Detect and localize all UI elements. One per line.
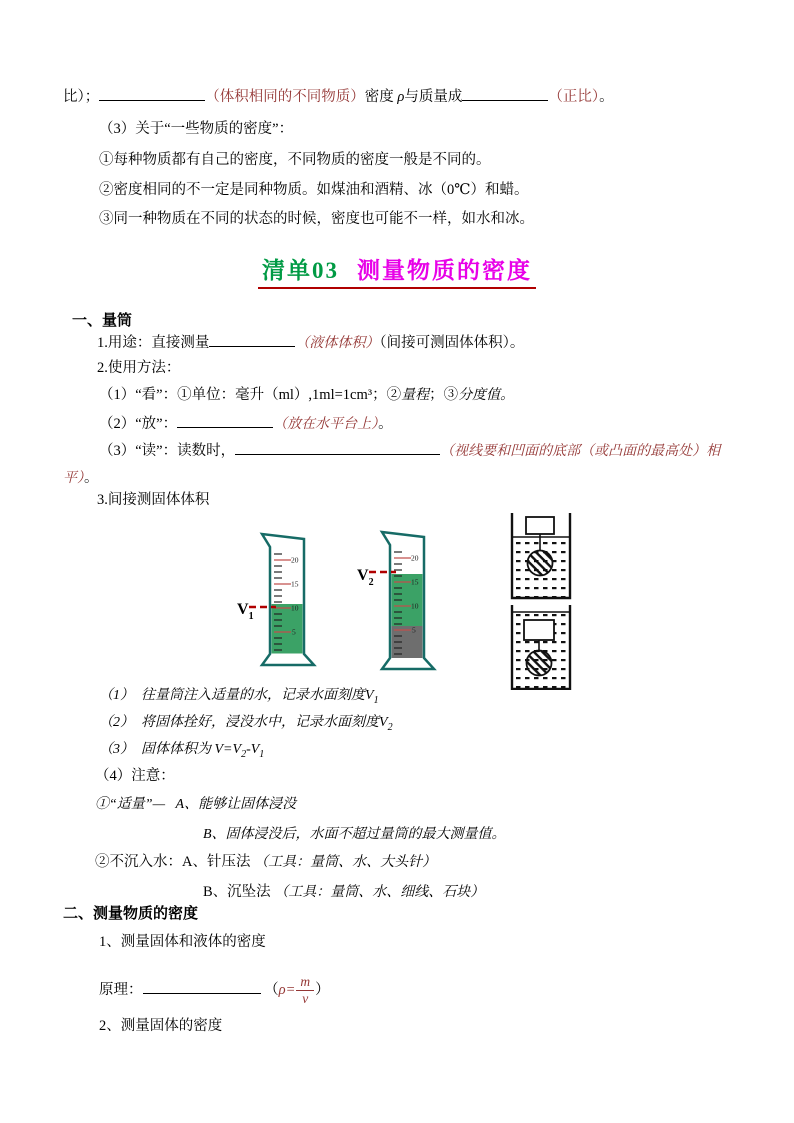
step-3-number: （3） — [99, 742, 134, 757]
beaker-bottom-ball — [527, 651, 552, 676]
principle-open-paren: （ — [264, 982, 279, 998]
svg-text:20: 20 — [411, 553, 419, 563]
step-2-text: 将固体拴好，浸没水中，记录水面刻度 — [141, 715, 379, 730]
blank-underline — [462, 85, 548, 101]
chapter-name: 测量物质的密度 — [357, 258, 532, 283]
step-1-variable: $V_1$ — [365, 688, 379, 706]
density-note-3: ③同一种物质在不同的状态的时候，密度也可能不一样，如水和冰。 — [99, 211, 534, 227]
svg-text:5: 5 — [412, 625, 416, 635]
answer-liquid-volume: （液体体积） — [295, 336, 380, 351]
use-pre: 1.用途：直接测量 — [97, 335, 210, 351]
blank-underline — [209, 331, 295, 347]
note-1-label: ①“适量”— — [95, 797, 166, 812]
note-1-option-a: A、能够让固体浸没 — [175, 797, 297, 812]
look-mid: ；③ — [429, 387, 459, 403]
intro-line — [63, 85, 614, 107]
rho-symbol: ρ — [397, 89, 405, 105]
method-heading: 2.使用方法： — [97, 360, 181, 376]
beaker-top-ball — [528, 551, 553, 576]
blank-underline — [235, 439, 440, 455]
step-3-text: 固体体积为 — [141, 742, 211, 757]
chapter-number: 清单03 — [262, 258, 339, 283]
beaker-top — [512, 513, 570, 598]
principle-close-paren: ） — [315, 982, 330, 998]
step-1-number: （1） — [99, 688, 134, 703]
note-1b: B、固体浸没后，水面不超过量筒的最大测量值。 — [203, 827, 506, 842]
answer-note-volume-same: （体积相同的不同物质） — [205, 89, 365, 105]
intro-suffix: 。 — [599, 89, 614, 105]
step-2-number: （2） — [99, 715, 134, 730]
answer-sightline-part1: （视线要和凹面的底部（或凸面的最高处）相 — [440, 444, 721, 459]
note-2-option-b: B、沉坠法 — [203, 884, 271, 900]
principle-label: 原理： — [99, 982, 143, 998]
volume-formula: $V=V_2-V_1$ — [214, 742, 265, 760]
note-2b — [203, 882, 484, 903]
blank-underline — [99, 85, 205, 101]
answer-flat-surface: （放在水平台上） — [273, 417, 379, 432]
density-note-1: ①每种物质都有自己的密度，不同物质的密度一般是不同的。 — [99, 152, 491, 168]
read-suffix: 。 — [84, 470, 99, 486]
beaker-top-block — [526, 517, 554, 534]
intro-mid1: 密度 — [364, 89, 398, 105]
section1-heading: 一、量筒 — [72, 312, 133, 329]
v2-label: $V_2$ — [357, 567, 374, 588]
section2-heading: 二、测量物质的密度 — [63, 905, 199, 922]
look-line — [99, 385, 514, 406]
step-1-text: 往量筒注入适量的水，记录水面刻度 — [141, 688, 365, 703]
answer-division-value: 分度值。 — [458, 388, 515, 403]
svg-text:20: 20 — [291, 555, 299, 565]
step-2-variable: $V_2$ — [379, 715, 393, 733]
principle-rho-equals: ρ= — [278, 982, 296, 998]
indirect-heading: 3.间接测固体体积 — [97, 492, 210, 508]
svg-text:10: 10 — [411, 601, 419, 611]
cylinder1-figure — [236, 532, 336, 684]
put-line — [99, 412, 393, 435]
density-note-2: ②密度相同的不一定是同种物质。如煤油和酒精、冰（0℃）和蜡。 — [99, 182, 529, 198]
point3-header: （3）关于“一些物质的密度”： — [99, 121, 294, 137]
svg-text:15: 15 — [291, 579, 299, 589]
svg-text:10: 10 — [291, 603, 299, 613]
step-2 — [99, 713, 393, 738]
blank-underline — [143, 978, 261, 994]
put-pre: （2）“放”： — [99, 416, 178, 432]
use-line — [97, 331, 524, 354]
cylinder2-figure — [356, 528, 456, 690]
v1-label: $V_1$ — [237, 601, 254, 622]
read-pre: （3）“读”：读数时， — [99, 443, 236, 459]
answer-sightline-part2: 平） — [63, 471, 84, 486]
use-post: （间接可测固体体积）。 — [379, 335, 525, 351]
read-line-wrap — [63, 468, 99, 489]
note-2-label: ②不沉入水： — [95, 854, 182, 870]
blank-underline — [177, 412, 273, 428]
density-item-2: 2、测量固体的密度 — [99, 1018, 223, 1034]
chapter-title-underline — [258, 252, 536, 289]
answer-range: 量程 — [401, 388, 430, 403]
chapter-title — [0, 252, 794, 289]
answer-note-proportional: （正比） — [548, 89, 600, 105]
density-item-1: 1、测量固体和液体的密度 — [99, 934, 266, 950]
note-2a — [95, 852, 436, 873]
note-2-option-a: A、针压法 — [182, 854, 251, 870]
step-1 — [99, 686, 379, 711]
note-1a — [95, 795, 296, 815]
put-suffix: 。 — [378, 416, 393, 432]
note-2-option-b-tools: （工具：量筒、水、细线、石块） — [274, 885, 485, 900]
beakers-figure — [506, 512, 584, 690]
look-pre: （1）“看”：①单位：毫升（ml）,1ml=1cm³；② — [99, 387, 402, 403]
step-4-heading: （4）注意： — [95, 768, 175, 784]
density-fraction: $\frac{m}{v}$ — [296, 975, 314, 1006]
beaker-bottom — [512, 605, 570, 689]
svg-text:5: 5 — [292, 627, 296, 637]
note-2-option-a-tools: （工具：量筒、水、大头针） — [254, 855, 437, 870]
beaker-bottom-block — [524, 620, 554, 640]
svg-text:15: 15 — [411, 577, 419, 587]
step-3 — [99, 740, 264, 765]
read-line — [99, 439, 720, 462]
principle-line — [99, 975, 330, 1006]
intro-mid2: 与质量成 — [404, 89, 463, 105]
intro-prefix: 比）； — [63, 89, 100, 105]
